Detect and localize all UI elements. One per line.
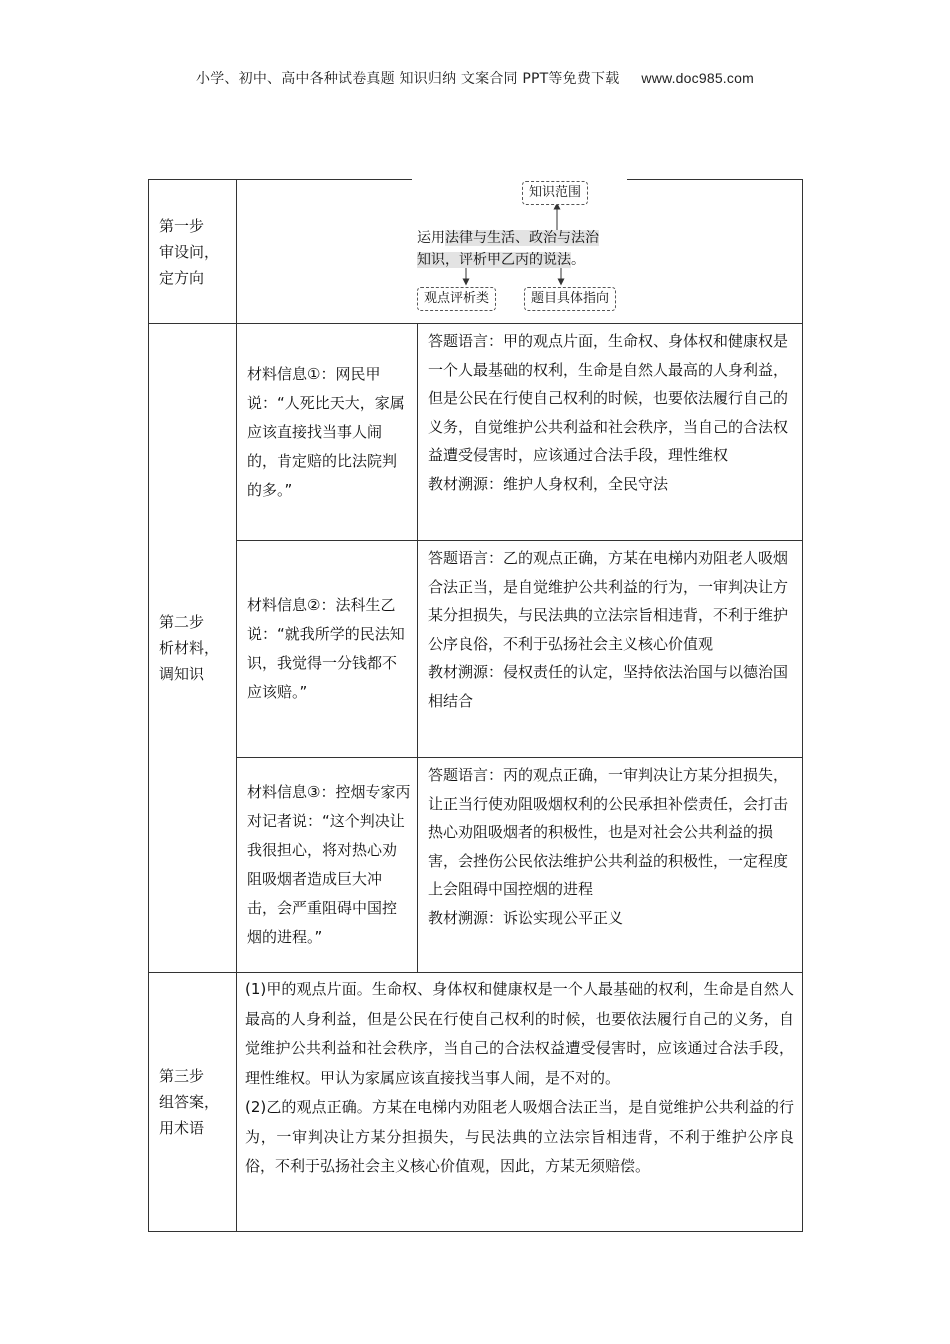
material-3: 材料信息③：控烟专家丙对记者说：“这个判决让我很担心，将对热心劝阻吸烟者造成巨大冲击，会严重阻碍中国控烟的进程。” [237, 758, 418, 973]
step1-diagram [237, 180, 803, 324]
knowledge-scope-box: 知识范围 [522, 181, 588, 205]
answer-3-text: 答题语言：丙的观点正确，一审判决让方某分担损失，让正当行使劝阻吸烟权利的公民承担补偿责任，会打击热心劝阻吸烟者的积极性，也是对社会公共利益的损害，会挫伤公民依法维护公共利益的积极性，一定程度上会阻碍中国控烟的进程 [428, 766, 789, 899]
material-1: 材料信息①：网民甲说：“人死比天大，家属应该直接找当事人闹的，肯定赔的比法院判的多。” [237, 324, 418, 541]
material-2: 材料信息②：法科生乙说：“就我所学的民法知识，我觉得一分钱都不应该赔。” [237, 541, 418, 758]
answer-2-source: 教材溯源：侵权责任的认定，坚持依法治国与以德治国相结合 [428, 663, 789, 710]
step2-row-2 [149, 541, 803, 758]
step2-row-1 [149, 324, 803, 541]
step1-row [149, 180, 803, 324]
step3-answer [237, 973, 803, 1232]
answer-2 [418, 541, 803, 758]
answer-2-text: 答题语言：乙的观点正确，方某在电梯内劝阻老人吸烟合法正当，是自觉维护公共利益的行为，一审判决让方某分担损失，与民法典的立法宗旨相违背，不利于维护公序良俗，不利于弘扬社会主义核心价值观 [428, 549, 789, 653]
final-answer-1: (1)甲的观点片面。生命权、身体权和健康权是一个人最基础的权利，生命是自然人最高的人身利益，但是公民在行使自己权利的时候，也要依法履行自己的义务，自觉维护公共利益和社会秩序，当自己的合法权益遭受侵害时，应该通过合法手段，理性维权。甲认为家属应该直接找当事人闹，是不对的。 [245, 980, 794, 1087]
question-direction-box: 题目具体指向 [524, 287, 616, 311]
answer-1-text: 答题语言：甲的观点片面，生命权、身体权和健康权是一个人最基础的权利，生命是自然人最高的人身利益，但是公民在行使自己权利的时候，也要依法履行自己的义务，自觉维护公共利益和社会秩序，当自己的合法权益遭受侵害时，应该通过合法手段，理性维权 [428, 332, 789, 465]
header-text: 小学、初中、高中各种试卷真题 知识归纳 文案合同 PPT等免费下载 [196, 71, 620, 87]
step2-row-3 [149, 758, 803, 973]
sentence-part-c: 知识， [417, 252, 459, 268]
page-header [0, 68, 950, 88]
step1-title: 第一步 审设问， 定方向 [149, 180, 237, 324]
answer-3 [418, 758, 803, 973]
viewpoint-type-box: 观点评析类 [417, 287, 496, 311]
question-sentence [417, 227, 627, 271]
step2-title: 第二步 析材料， 调知识 [149, 324, 237, 973]
sentence-part-d: 评析甲乙丙的说法 [459, 252, 571, 268]
final-answer-2: (2)乙的观点正确。方某在电梯内劝阻老人吸烟合法正当，是自觉维护公共利益的行为，一审判决让方某分担损失，与民法典的立法宗旨相违背，不利于维护公序良俗，不利于弘扬社会主义核心价值观，因此，方某无须赔偿。 [245, 1098, 794, 1175]
analysis-table [148, 179, 803, 1232]
sentence-part-b: 法律与生活、政治与法治 [445, 230, 599, 246]
answer-1 [418, 324, 803, 541]
header-site: www.doc985.com [641, 70, 754, 86]
sentence-part-e: 。 [571, 252, 585, 268]
step3-row [149, 973, 803, 1232]
answer-3-source: 教材溯源：诉讼实现公平正义 [428, 908, 624, 927]
answer-1-source: 教材溯源：维护人身权利，全民守法 [428, 474, 669, 493]
step3-title: 第三步 组答案， 用术语 [149, 973, 237, 1232]
sentence-part-a: 运用 [417, 230, 445, 246]
